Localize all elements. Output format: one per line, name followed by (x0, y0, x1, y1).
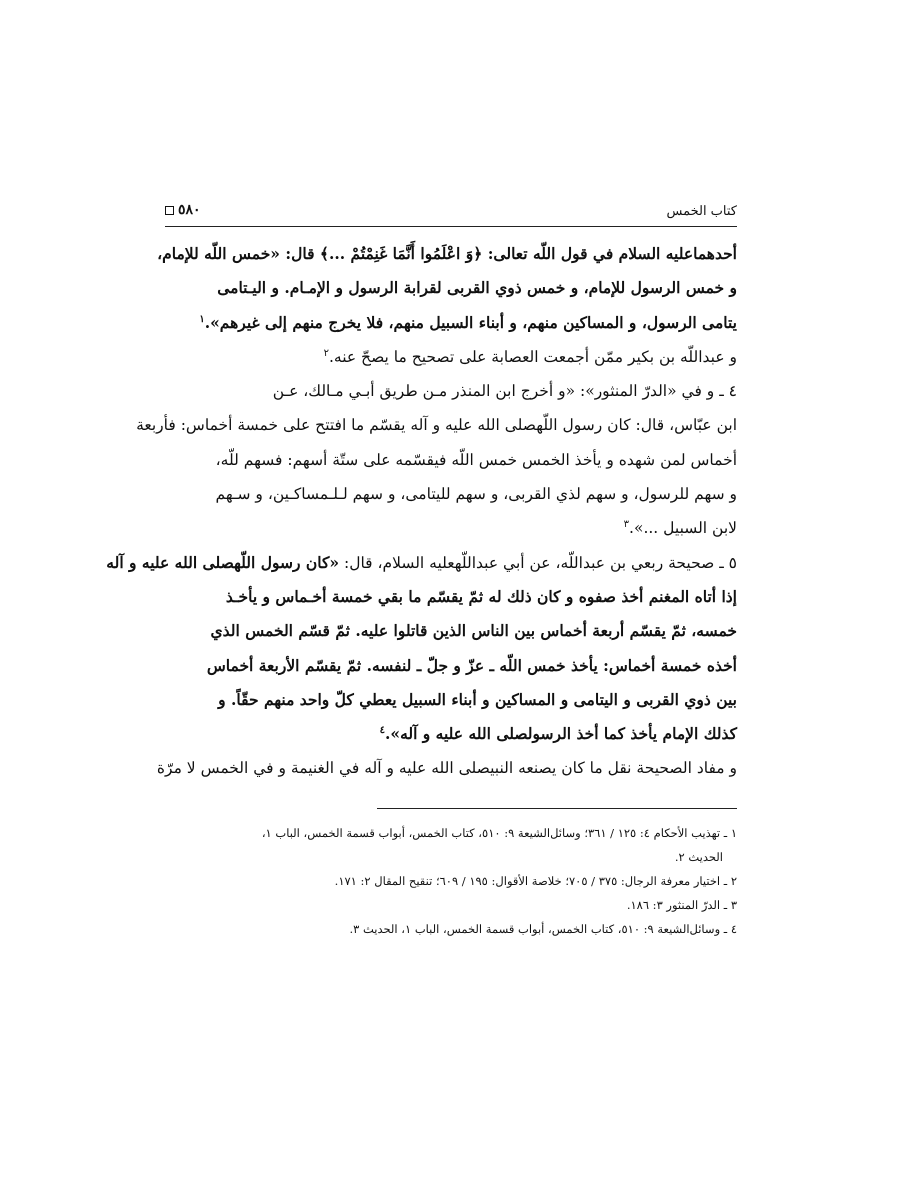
text-line: ابن عبّاس، قال: كان رسول اللّهصلى الله عليه و آله يقسّم ما افتتح على خمسة أخماس: فأربعة (136, 416, 737, 435)
footnote-1: ١ ـ تهذيب الأحكام ٤: ١٢٥ / ٣٦١؛ وسائل‌الشيعة ٩: ٥١٠، كتاب الخمس، أبواب قسمة الخمس، الباب ١، (261, 825, 737, 840)
footnote-divider (377, 808, 737, 809)
page-number-block (165, 202, 201, 218)
footnote-3: ٣ ـ الدرّ المنثور ٣: ١٨٦. (626, 897, 737, 912)
text-line: ٥ ـ صحيحة ربعي بن عبداللّه، عن أبي عبداللّهعليه السلام، قال: «كان رسول اللّهصلى الله عليه و آله (106, 552, 737, 572)
text-line: بين ذوي القربى و اليتامى و المساكين و أبناء السبيل يعطي كلّ واحد منهم حقّاً. و (218, 689, 737, 709)
footnote-ref[interactable]: ١ (199, 313, 205, 325)
footnote-1-continued: الحديث ٢. (674, 849, 723, 864)
footnotes (165, 821, 737, 941)
text-line: كذلك الإمام يأخذ كما أخذ الرسولصلى الله عليه و آله».$^٤$ (379, 724, 737, 744)
footnote-2: ٢ ـ اختيار معرفة الرجال: ٣٧٥ / ٧٠٥؛ خلاصة الأقوال: ١٩٥ / ٦٠٩؛ تنقيح المقال ٢: ١٧١. (334, 873, 737, 888)
text-line: أحدهماعليه السلام في قول اللّه تعالى: ﴿وَ اعْلَمُوا أَنَّمَا غَنِمْتُمْ ...﴾ قال: «خمس اللّه للإمام، (157, 244, 737, 263)
page-number: ٥٨٠ (178, 202, 201, 218)
text-line: إذا أتاه المغنم أخذ صفوه و كان ذلك له ثمّ يقسّم ما بقي خمسة أخـماس و يأخـذ (225, 586, 737, 606)
text-line: لابن السبيل ...».$^٣$ (623, 519, 737, 538)
text-line: ٤ ـ و في «الدرّ المنثور»: «و أخرج ابن المنذر مـن طريق أبـي مـالك، عـن (272, 382, 737, 401)
text-line: يتامى الرسول، و المساكين منهم، و أبناء السبيل منهم، فلا يخرج منهم إلى غيرهم».$^١$ (199, 312, 737, 332)
page-square-icon (165, 206, 174, 215)
text-line: و خمس الرسول للإمام، و خمس ذوي القربى لقرابة الرسول و الإمـام. و اليـتامى (217, 278, 737, 298)
text-line: و سهم للرسول، و سهم لذي القربى، و سهم لليتامى، و سهم لـلـمساكـين، و سـهم (215, 485, 737, 504)
text-line: أخماس لمن شهده و يأخذ الخمس خمس اللّه فيقسّمه على ستّة أسهم: فسهم للّه، (215, 450, 737, 469)
footnote-4: ٤ ـ وسائل‌الشيعة ٩: ٥١٠، كتاب الخمس، أبواب قسمة الخمس، الباب ١، الحديث ٣. (349, 921, 737, 936)
paragraph-4 (156, 751, 737, 785)
text-line: و مفاد الصحيحة نقل ما كان يصنعه النبيصلى الله عليه و آله في الغنيمة و في الخمس لا مرّة (156, 759, 737, 778)
footnote-ref[interactable]: ٤ (379, 725, 385, 736)
running-title: كتاب الخمس (666, 204, 737, 219)
paragraph-1b (165, 340, 737, 374)
paragraph-2 (136, 374, 737, 545)
footnote-ref[interactable]: ٣ (623, 519, 630, 531)
book-page (106, 200, 737, 1100)
page-header (165, 200, 737, 227)
text-line: أخذه خمسة أخماس: يأخذ خمس اللّه ـ عزّ و جلّ ـ لنفسه. ثمّ يقسّم الأربعة أخماس (206, 655, 737, 675)
text-line: خمسه، ثمّ يقسّم أربعة أخماس بين الناس الذين قاتلوا عليه. ثمّ قسّم الخمس الذي (210, 621, 737, 641)
text-line: و عبداللّه بن بكير ممّن أجمعت العصابة على تصحيح ما يصحّ عنه.$^٢$ (323, 347, 737, 366)
main-text (106, 237, 737, 786)
paragraph-1 (157, 237, 737, 340)
paragraph-3 (106, 546, 737, 752)
footnote-ref[interactable]: ٢ (323, 347, 329, 359)
